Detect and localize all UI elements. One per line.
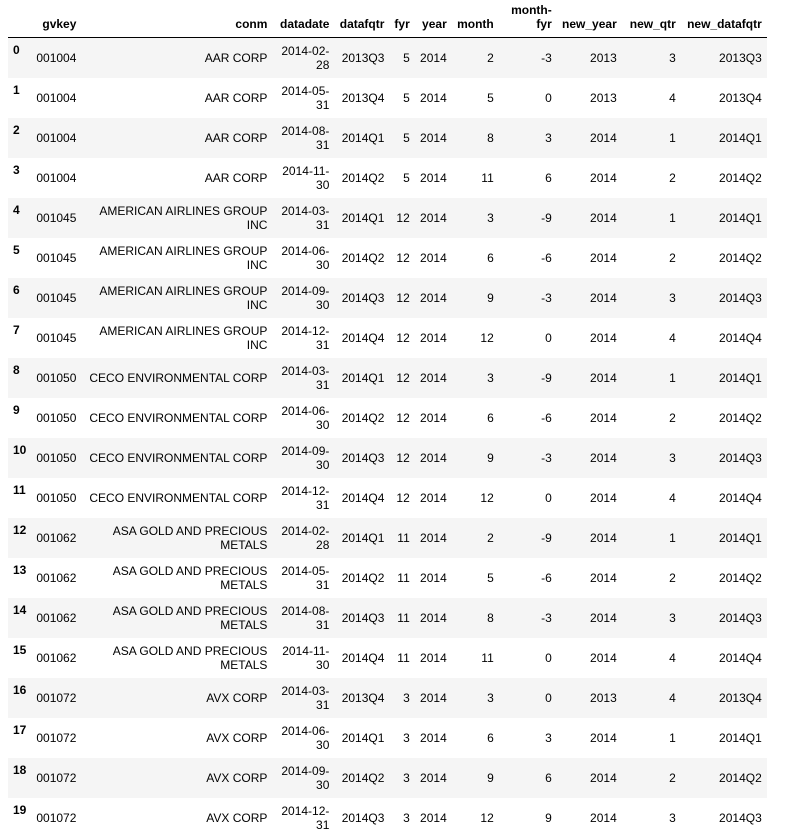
cell-year: 2014: [420, 611, 447, 625]
cell-conm: CECO ENVIRONMENTAL CORP: [89, 491, 268, 505]
cell-month-fyr: -3: [541, 451, 552, 465]
cell-month: 9: [487, 451, 494, 465]
cell-month-fyr: -9: [541, 531, 552, 545]
cell-year: 2014: [420, 331, 447, 345]
row-index: 6: [13, 283, 20, 297]
cell-new-qtr: 2: [669, 251, 676, 265]
cell-fyr: 5: [403, 51, 410, 65]
cell-month: 12: [480, 811, 494, 825]
cell-month: 3: [487, 691, 494, 705]
cell-datadate: 2014-02-28: [281, 44, 330, 72]
column-header-datafqtr: datafqtr: [334, 0, 389, 38]
cell-month-fyr: -6: [541, 411, 552, 425]
cell-month: 11: [481, 651, 494, 665]
cell-month-fyr: -3: [541, 291, 552, 305]
table-row: [8, 798, 767, 838]
table-row: [8, 518, 767, 558]
cell-year: 2014: [420, 291, 447, 305]
cell-fyr: 11: [397, 651, 410, 665]
cell-new-datafqtr: 2014Q2: [719, 771, 762, 785]
cell-conm: CECO ENVIRONMENTAL CORP: [89, 371, 268, 385]
cell-datafqtr: 2014Q2: [341, 771, 385, 785]
table-row: [8, 238, 767, 278]
row-index: 11: [13, 483, 26, 497]
cell-datadate: 2014-02-28: [281, 524, 330, 552]
cell-conm: AAR CORP: [204, 171, 268, 185]
cell-new-year: 2014: [590, 451, 617, 465]
cell-datadate: 2014-05-31: [281, 84, 330, 112]
cell-fyr: 11: [397, 531, 410, 545]
row-index: 12: [13, 523, 27, 537]
cell-new-qtr: 2: [669, 411, 676, 425]
table-row: [8, 598, 767, 638]
cell-new-datafqtr: 2014Q4: [719, 491, 762, 505]
cell-year: 2014: [420, 171, 447, 185]
cell-datafqtr: 2013Q3: [341, 51, 385, 65]
cell-new-datafqtr: 2013Q4: [719, 91, 762, 105]
cell-gvkey: 001050: [36, 451, 77, 465]
cell-new-datafqtr: 2014Q2: [719, 411, 762, 425]
row-index: 3: [13, 163, 20, 177]
cell-gvkey: 001050: [36, 371, 77, 385]
cell-year: 2014: [420, 691, 447, 705]
row-index: 16: [13, 683, 27, 697]
cell-month-fyr: -3: [541, 51, 552, 65]
table-row: [8, 198, 767, 238]
cell-month: 2: [487, 51, 494, 65]
cell-datafqtr: 2014Q3: [341, 811, 385, 825]
row-index: 18: [13, 763, 27, 777]
cell-month: 12: [480, 331, 494, 345]
cell-datafqtr: 2014Q3: [341, 451, 385, 465]
cell-datafqtr: 2014Q2: [341, 171, 385, 185]
cell-month: 6: [487, 731, 494, 745]
table-row: [8, 438, 767, 478]
cell-fyr: 12: [396, 451, 410, 465]
table-row: [8, 78, 767, 118]
cell-conm: AVX CORP: [206, 771, 268, 785]
cell-year: 2014: [420, 771, 447, 785]
cell-new-year: 2014: [590, 571, 617, 585]
table-row: [8, 358, 767, 398]
cell-datadate: 2014-03-31: [281, 684, 330, 712]
cell-new-year: 2014: [590, 731, 617, 745]
row-index: 19: [13, 803, 27, 817]
table-body: [8, 38, 767, 839]
cell-gvkey: 001045: [36, 291, 77, 305]
cell-gvkey: 001072: [36, 731, 77, 745]
cell-month-fyr: 0: [545, 91, 552, 105]
table-row: [8, 318, 767, 358]
cell-datafqtr: 2013Q4: [341, 691, 385, 705]
cell-new-year: 2014: [590, 771, 617, 785]
cell-conm: AMERICAN AIRLINES GROUP INC: [99, 244, 268, 272]
table-row: [8, 638, 767, 678]
cell-new-qtr: 4: [669, 691, 676, 705]
cell-new-datafqtr: 2014Q4: [719, 651, 762, 665]
cell-new-datafqtr: 2014Q1: [719, 211, 762, 225]
cell-new-qtr: 3: [669, 291, 676, 305]
cell-new-year: 2014: [590, 171, 617, 185]
cell-month-fyr: 6: [545, 771, 552, 785]
cell-month-fyr: -6: [541, 251, 552, 265]
cell-fyr: 12: [396, 251, 410, 265]
cell-gvkey: 001045: [36, 211, 77, 225]
cell-gvkey: 001045: [36, 331, 77, 345]
cell-conm: AMERICAN AIRLINES GROUP INC: [99, 284, 268, 312]
table-row: [8, 158, 767, 198]
cell-gvkey: 001062: [36, 531, 77, 545]
cell-month: 12: [480, 491, 494, 505]
cell-gvkey: 001062: [36, 571, 77, 585]
column-header-month: month: [452, 0, 499, 38]
cell-new-qtr: 1: [669, 731, 676, 745]
cell-new-qtr: 1: [669, 211, 676, 225]
cell-conm: AVX CORP: [206, 691, 268, 705]
cell-datafqtr: 2014Q3: [341, 291, 385, 305]
cell-new-datafqtr: 2014Q4: [719, 331, 762, 345]
cell-year: 2014: [420, 451, 447, 465]
cell-new-qtr: 2: [669, 571, 676, 585]
cell-new-qtr: 4: [669, 331, 676, 345]
cell-gvkey: 001045: [36, 251, 77, 265]
cell-fyr: 3: [403, 731, 410, 745]
cell-datadate: 2014-06-30: [281, 724, 330, 752]
cell-new-year: 2014: [590, 491, 617, 505]
cell-fyr: 3: [403, 811, 410, 825]
cell-datafqtr: 2014Q1: [341, 211, 385, 225]
cell-datadate: 2014-12-31: [281, 484, 330, 512]
cell-datafqtr: 2014Q4: [341, 651, 385, 665]
cell-datafqtr: 2014Q4: [341, 331, 385, 345]
table-row: [8, 758, 767, 798]
table-row: [8, 38, 767, 79]
cell-year: 2014: [420, 251, 447, 265]
cell-datafqtr: 2014Q1: [341, 531, 385, 545]
cell-new-qtr: 3: [669, 51, 676, 65]
column-header-new-qtr: new_qtr: [622, 0, 681, 38]
cell-month: 5: [487, 91, 494, 105]
cell-new-datafqtr: 2014Q2: [719, 171, 762, 185]
row-index: 2: [13, 123, 20, 137]
cell-new-year: 2013: [590, 691, 617, 705]
cell-new-datafqtr: 2014Q3: [719, 611, 762, 625]
cell-month: 6: [487, 411, 494, 425]
cell-fyr: 12: [396, 291, 410, 305]
cell-datafqtr: 2014Q1: [341, 731, 385, 745]
cell-month: 8: [487, 611, 494, 625]
cell-month: 8: [487, 131, 494, 145]
cell-year: 2014: [420, 811, 447, 825]
cell-new-datafqtr: 2014Q2: [719, 571, 762, 585]
row-index: 17: [13, 723, 27, 737]
cell-datadate: 2014-06-30: [281, 244, 330, 272]
cell-conm: AAR CORP: [204, 51, 268, 65]
cell-new-datafqtr: 2014Q1: [719, 131, 762, 145]
cell-datafqtr: 2014Q2: [341, 411, 385, 425]
cell-month-fyr: -3: [541, 611, 552, 625]
cell-month: 9: [487, 771, 494, 785]
cell-year: 2014: [420, 91, 447, 105]
cell-datafqtr: 2014Q2: [341, 251, 385, 265]
table-row: [8, 718, 767, 758]
cell-conm: ASA GOLD AND PRECIOUS METALS: [112, 644, 268, 672]
row-index: 0: [13, 43, 20, 57]
cell-new-year: 2014: [590, 411, 617, 425]
cell-new-datafqtr: 2014Q3: [719, 291, 762, 305]
table-row: [8, 278, 767, 318]
cell-new-qtr: 4: [669, 651, 676, 665]
cell-fyr: 11: [397, 611, 410, 625]
header-row: [8, 0, 767, 38]
cell-new-qtr: 1: [669, 371, 676, 385]
column-header-month-fyr: month-fyr: [499, 0, 557, 38]
column-header-fyr: fyr: [389, 0, 414, 38]
cell-fyr: 12: [396, 211, 410, 225]
cell-gvkey: 001004: [36, 171, 77, 185]
row-index: 10: [13, 443, 27, 457]
cell-month: 3: [487, 371, 494, 385]
cell-month: 2: [487, 531, 494, 545]
cell-conm: AAR CORP: [204, 131, 268, 145]
cell-datadate: 2014-11-30: [282, 164, 330, 192]
cell-new-year: 2014: [590, 211, 617, 225]
cell-fyr: 12: [396, 371, 410, 385]
cell-new-year: 2014: [590, 611, 617, 625]
cell-month-fyr: 0: [545, 691, 552, 705]
cell-datafqtr: 2014Q1: [341, 371, 385, 385]
cell-fyr: 3: [403, 691, 410, 705]
cell-year: 2014: [420, 131, 447, 145]
cell-year: 2014: [420, 571, 447, 585]
cell-conm: CECO ENVIRONMENTAL CORP: [89, 411, 268, 425]
cell-new-datafqtr: 2014Q1: [719, 371, 762, 385]
cell-new-qtr: 3: [669, 611, 676, 625]
cell-year: 2014: [420, 491, 447, 505]
cell-new-qtr: 4: [669, 491, 676, 505]
cell-year: 2014: [420, 531, 447, 545]
cell-year: 2014: [420, 371, 447, 385]
cell-datadate: 2014-12-31: [281, 324, 330, 352]
column-header-new-year: new_year: [557, 0, 622, 38]
cell-fyr: 11: [397, 571, 410, 585]
cell-new-year: 2014: [590, 291, 617, 305]
cell-new-qtr: 1: [669, 131, 676, 145]
cell-new-datafqtr: 2014Q2: [719, 251, 762, 265]
cell-year: 2014: [420, 211, 447, 225]
cell-new-qtr: 4: [669, 91, 676, 105]
cell-conm: AVX CORP: [206, 731, 268, 745]
cell-month-fyr: 0: [545, 491, 552, 505]
cell-month: 9: [487, 291, 494, 305]
cell-gvkey: 001004: [36, 51, 77, 65]
cell-datadate: 2014-05-31: [281, 564, 330, 592]
cell-new-datafqtr: 2014Q1: [719, 731, 762, 745]
cell-new-year: 2014: [590, 251, 617, 265]
cell-new-year: 2014: [590, 331, 617, 345]
cell-datafqtr: 2013Q4: [341, 91, 385, 105]
row-index: 15: [13, 643, 27, 657]
cell-new-qtr: 1: [669, 531, 676, 545]
cell-datadate: 2014-09-30: [281, 764, 330, 792]
cell-month: 5: [487, 571, 494, 585]
cell-datafqtr: 2014Q1: [341, 131, 385, 145]
dataframe-table: [8, 0, 767, 838]
cell-datadate: 2014-03-31: [281, 204, 330, 232]
cell-new-year: 2014: [590, 371, 617, 385]
cell-year: 2014: [420, 411, 447, 425]
column-header-gvkey: gvkey: [31, 0, 81, 38]
cell-month-fyr: -9: [541, 211, 552, 225]
cell-new-qtr: 3: [669, 811, 676, 825]
cell-datadate: 2014-08-31: [281, 604, 330, 632]
cell-month-fyr: -6: [541, 571, 552, 585]
table-row: [8, 398, 767, 438]
cell-conm: AAR CORP: [204, 91, 268, 105]
cell-datadate: 2014-08-31: [281, 124, 330, 152]
cell-new-year: 2014: [590, 651, 617, 665]
cell-month: 3: [487, 211, 494, 225]
column-header-datadate: datadate: [272, 0, 334, 38]
cell-fyr: 5: [403, 91, 410, 105]
table-row: [8, 478, 767, 518]
cell-year: 2014: [420, 51, 447, 65]
cell-datafqtr: 2014Q2: [341, 571, 385, 585]
table-row: [8, 118, 767, 158]
column-header-new-datafqtr: new_datafqtr: [681, 0, 767, 38]
cell-datadate: 2014-09-30: [281, 444, 330, 472]
cell-gvkey: 001062: [36, 651, 77, 665]
cell-month-fyr: -9: [541, 371, 552, 385]
cell-fyr: 5: [403, 131, 410, 145]
cell-conm: ASA GOLD AND PRECIOUS METALS: [112, 564, 268, 592]
cell-conm: AMERICAN AIRLINES GROUP INC: [99, 324, 268, 352]
cell-new-datafqtr: 2013Q3: [719, 51, 762, 65]
row-index: 14: [13, 603, 27, 617]
table-row: [8, 678, 767, 718]
cell-fyr: 5: [403, 171, 410, 185]
index-header: [8, 0, 31, 38]
cell-fyr: 12: [396, 331, 410, 345]
cell-datafqtr: 2014Q4: [341, 491, 385, 505]
column-header-year: year: [415, 0, 452, 38]
cell-conm: AVX CORP: [206, 811, 268, 825]
row-index: 5: [13, 243, 20, 257]
row-index: 8: [13, 363, 20, 377]
cell-year: 2014: [420, 651, 447, 665]
cell-fyr: 12: [396, 491, 410, 505]
cell-datafqtr: 2014Q3: [341, 611, 385, 625]
cell-month-fyr: 6: [545, 171, 552, 185]
cell-gvkey: 001004: [36, 131, 77, 145]
column-header-conm: conm: [81, 0, 272, 38]
cell-new-qtr: 2: [669, 771, 676, 785]
cell-datadate: 2014-09-30: [281, 284, 330, 312]
cell-gvkey: 001072: [36, 691, 77, 705]
cell-gvkey: 001072: [36, 811, 77, 825]
cell-fyr: 3: [403, 771, 410, 785]
cell-gvkey: 001050: [36, 411, 77, 425]
cell-new-year: 2014: [590, 531, 617, 545]
cell-month-fyr: 9: [545, 811, 552, 825]
row-index: 4: [13, 203, 20, 217]
cell-new-datafqtr: 2014Q3: [719, 451, 762, 465]
cell-conm: AMERICAN AIRLINES GROUP INC: [99, 204, 268, 232]
cell-gvkey: 001062: [36, 611, 77, 625]
cell-new-year: 2013: [590, 91, 617, 105]
cell-month-fyr: 0: [545, 331, 552, 345]
table-row: [8, 558, 767, 598]
cell-new-year: 2014: [590, 131, 617, 145]
cell-new-year: 2013: [590, 51, 617, 65]
cell-new-datafqtr: 2014Q3: [719, 811, 762, 825]
cell-conm: ASA GOLD AND PRECIOUS METALS: [112, 604, 268, 632]
cell-datadate: 2014-11-30: [282, 644, 330, 672]
cell-datadate: 2014-06-30: [281, 404, 330, 432]
cell-month: 6: [487, 251, 494, 265]
cell-new-qtr: 2: [669, 171, 676, 185]
cell-conm: CECO ENVIRONMENTAL CORP: [89, 451, 268, 465]
cell-new-year: 2014: [590, 811, 617, 825]
cell-fyr: 12: [396, 411, 410, 425]
cell-datadate: 2014-12-31: [281, 804, 330, 832]
cell-month-fyr: 3: [545, 731, 552, 745]
row-index: 7: [13, 323, 20, 337]
cell-gvkey: 001050: [36, 491, 77, 505]
row-index: 1: [13, 83, 20, 97]
cell-conm: ASA GOLD AND PRECIOUS METALS: [112, 524, 268, 552]
cell-new-datafqtr: 2013Q4: [719, 691, 762, 705]
cell-datadate: 2014-03-31: [281, 364, 330, 392]
cell-month: 11: [481, 171, 494, 185]
cell-gvkey: 001004: [36, 91, 77, 105]
cell-month-fyr: 0: [545, 651, 552, 665]
row-index: 13: [13, 563, 27, 577]
cell-new-datafqtr: 2014Q1: [719, 531, 762, 545]
cell-month-fyr: 3: [545, 131, 552, 145]
cell-year: 2014: [420, 731, 447, 745]
cell-gvkey: 001072: [36, 771, 77, 785]
row-index: 9: [13, 403, 20, 417]
cell-new-qtr: 3: [669, 451, 676, 465]
